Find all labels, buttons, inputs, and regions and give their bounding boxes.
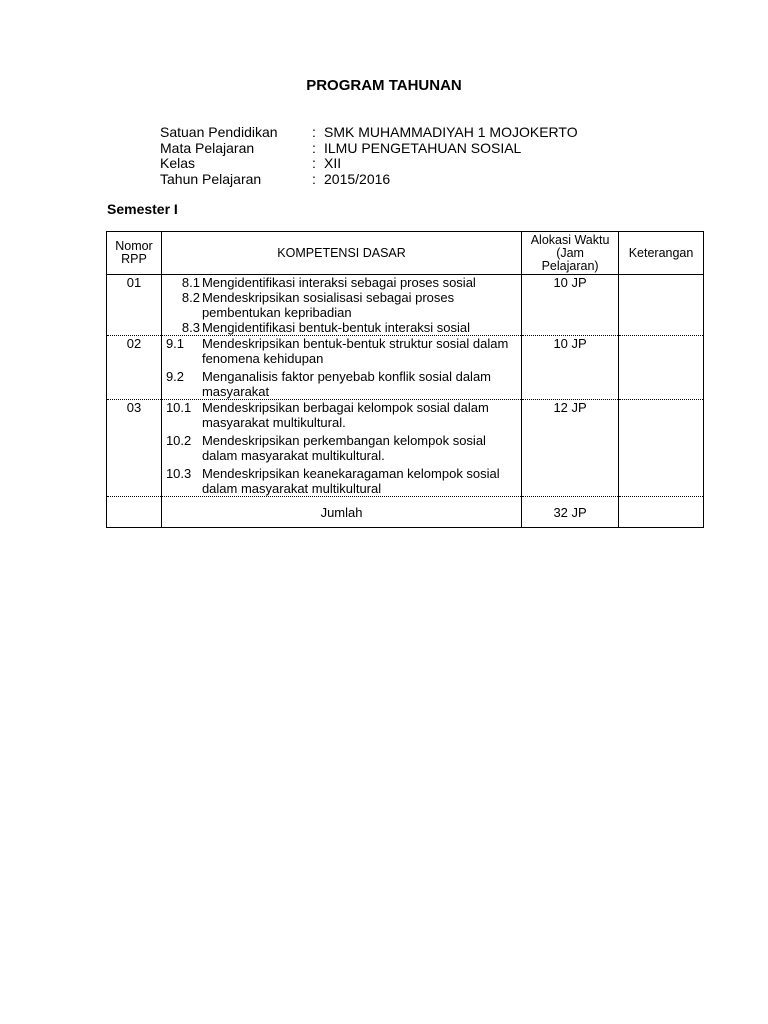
- kd-text: Mengidentifikasi bentuk-bentuk interaksi sosial: [201, 320, 471, 335]
- kd-text: Mendeskripsikan sosialisasi sebagai proses pembentukan kepribadian: [201, 290, 455, 320]
- kd-number: 10.3: [165, 466, 192, 481]
- kd-text: Mendeskripsikan keanekaragaman kelompok sosial dalam masyarakat multikultural: [201, 466, 500, 496]
- semester-heading: Semester I: [107, 201, 178, 217]
- info-colon: :: [312, 170, 316, 187]
- kompetensi-table: [106, 231, 704, 528]
- kd-text: Mendeskripsikan perkembangan kelompok sosial dalam masyarakat multikultural.: [201, 433, 486, 463]
- row-alokasi: 10 JP: [522, 275, 619, 336]
- row-alokasi: 12 JP: [522, 400, 619, 497]
- kd-item: [166, 336, 517, 366]
- table-row: [107, 275, 704, 336]
- kd-number: 8.3: [181, 320, 200, 335]
- kd-item: [166, 400, 517, 430]
- info-colon: :: [312, 124, 316, 140]
- row-kd: [161, 400, 521, 497]
- info-colon: :: [312, 155, 316, 171]
- table-header-row: [107, 232, 704, 275]
- info-label: Satuan Pendidikan: [160, 124, 278, 140]
- info-row-kelas: [160, 156, 578, 172]
- row-nomor: 03: [107, 400, 162, 497]
- table-row: [107, 336, 704, 400]
- kd-item: [166, 320, 517, 335]
- table-row: [107, 400, 704, 497]
- kd-item: [166, 275, 517, 290]
- header-alokasi: Alokasi Waktu (Jam Pelajaran): [522, 232, 619, 275]
- kd-item: [166, 466, 517, 496]
- info-value: ILMU PENGETAHUAN SOSIAL: [324, 139, 522, 156]
- row-nomor: 02: [107, 336, 162, 400]
- row-keterangan: [619, 336, 704, 400]
- kd-number: 8.2: [181, 290, 200, 305]
- info-row-satuan: [160, 125, 578, 141]
- info-colon: :: [312, 139, 316, 156]
- info-label: Mata Pelajaran: [160, 139, 255, 156]
- row-nomor: 01: [107, 275, 162, 336]
- kd-text: Mengidentifikasi interaksi sebagai proses sosial: [201, 275, 476, 290]
- info-value: 2015/2016: [324, 170, 391, 187]
- kd-number: 8.1: [181, 275, 200, 290]
- kd-number: 9.1: [165, 336, 185, 351]
- kd-text: Mendeskripsikan bentuk-bentuk struktur sosial dalam fenomena kehidupan: [201, 336, 509, 366]
- header-kd: KOMPETENSI DASAR: [161, 232, 521, 275]
- total-keterangan: [619, 497, 704, 528]
- kd-item: [166, 433, 517, 463]
- row-alokasi: 10 JP: [522, 336, 619, 400]
- total-row: [107, 497, 704, 528]
- kd-item: [166, 369, 517, 399]
- total-empty-cell: [107, 497, 162, 528]
- page-title: PROGRAM TAHUNAN: [306, 77, 462, 94]
- kd-number: 10.1: [165, 400, 192, 415]
- row-kd: [161, 336, 521, 400]
- total-label: Jumlah: [161, 497, 521, 528]
- info-label: Tahun Pelajaran: [160, 170, 262, 187]
- info-value: XII: [324, 155, 342, 171]
- header-keterangan: Keterangan: [619, 232, 704, 275]
- row-keterangan: [619, 275, 704, 336]
- info-value: SMK MUHAMMADIYAH 1 MOJOKERTO: [324, 124, 578, 140]
- kd-item: [166, 290, 517, 320]
- info-label: Kelas: [160, 155, 196, 171]
- info-row-mapel: [160, 141, 578, 157]
- kd-text: Menganalisis faktor penyebab konflik sosial dalam masyarakat: [201, 369, 491, 399]
- kd-number: 10.2: [165, 433, 192, 448]
- kd-number: 9.2: [165, 369, 185, 384]
- info-row-tahun: [160, 172, 578, 188]
- row-kd: [161, 275, 521, 336]
- total-value: 32 JP: [522, 497, 619, 528]
- info-block: [160, 125, 578, 187]
- row-keterangan: [619, 400, 704, 497]
- header-nomor: Nomor RPP: [107, 232, 162, 275]
- kd-text: Mendeskripsikan berbagai kelompok sosial dalam masyarakat multikultural.: [201, 400, 489, 430]
